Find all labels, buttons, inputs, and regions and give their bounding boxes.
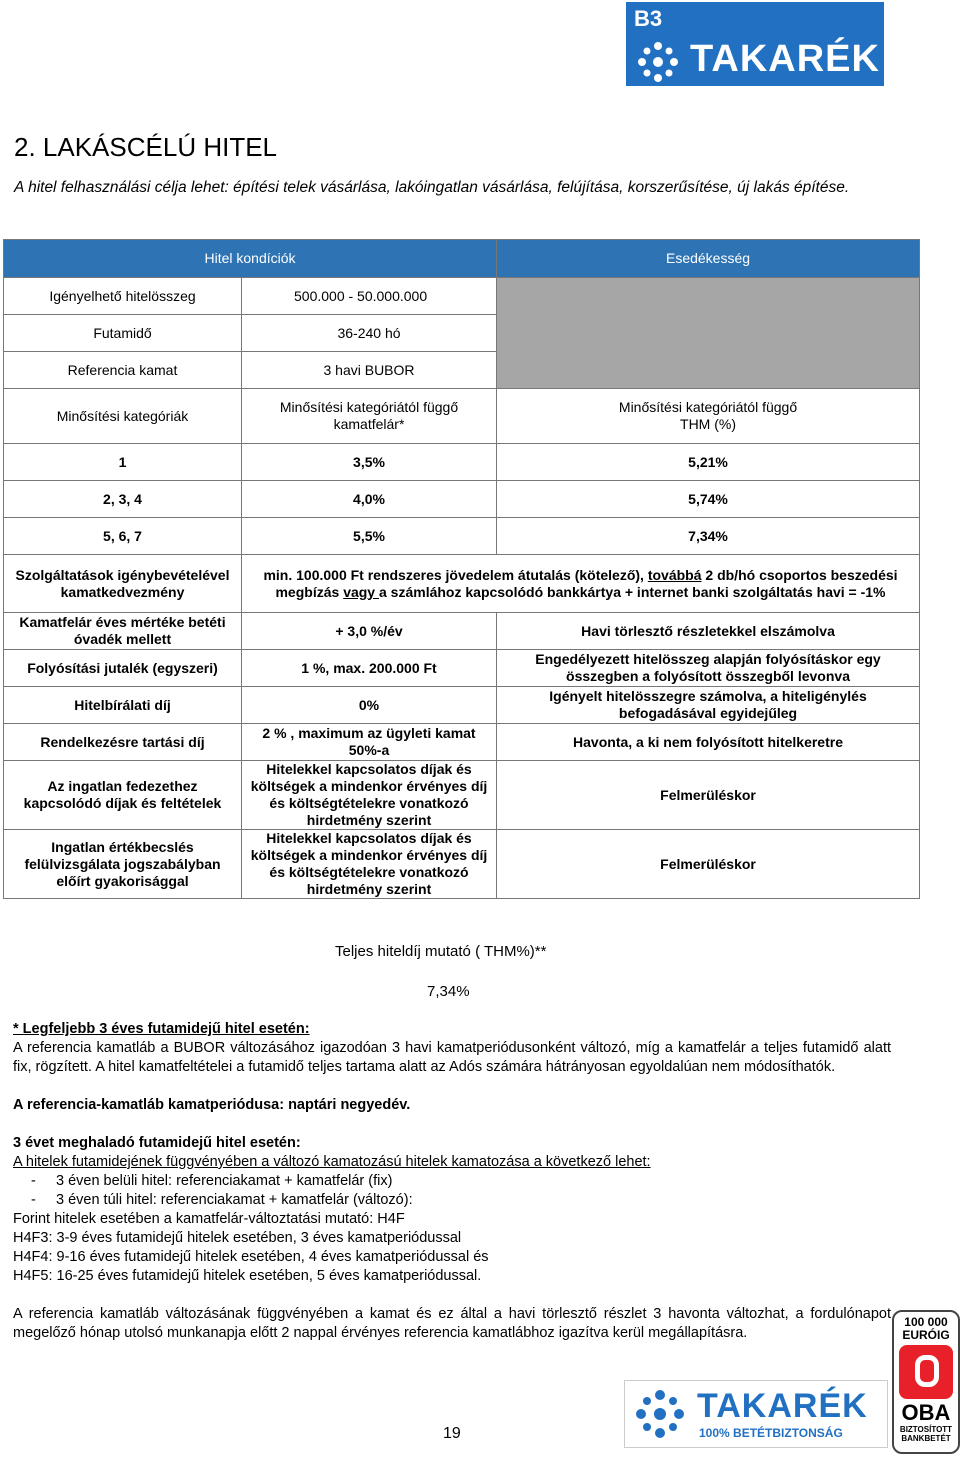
page-number: 19 (443, 1425, 461, 1442)
table-header-row (4, 240, 920, 278)
category-label: 5, 6, 7 (4, 518, 242, 555)
rating-thm-line2: THM (%) (680, 416, 737, 432)
collateral-fee-label: Az ingatlan fedezethez kapcsolódó díjak és feltételek (4, 761, 242, 830)
amount-value: 500.000 - 50.000.000 (242, 278, 497, 315)
rating-spread-line1: Minősítési kategóriától függő (279, 399, 459, 415)
valuation-fee-label: Ingatlan értékbecslés felülvizsgálata jogszabályban előírt gyakorisággal (4, 830, 242, 899)
category-rate: 3,5% (242, 444, 497, 481)
term-label: Futamidő (4, 315, 242, 352)
thm-title: Teljes hiteldíj mutató ( THM%)** (335, 943, 547, 960)
loan-conditions-table (3, 239, 920, 899)
collateral-fee-value: Hitelekkel kapcsolatos díjak és költségek a mindenkor érvényes díj és költségtételekre vonatkozó hirdetmény szerint (242, 761, 497, 830)
note1-body: A referencia kamatláb a BUBOR változásához igazodóan 3 havi kamatperiódusonként változó, míg a kamatfelár a teljes futamidő alatt fix, rögzített. A hitel kamatfeltételei a futamidő teljes tartama alatt az Adós számára hátrányosan egyoldalúan nem módosíthatók. (13, 1040, 891, 1075)
note3-sub: A hitelek futamidejének függvényében a változó kamatozású hitelek kamatozása a következő lehet: (13, 1154, 651, 1170)
note1-heading: * Legfeljebb 3 éves futamidejű hitel esetén: (13, 1021, 310, 1037)
logo-bottom-name: TAKARÉK (697, 1387, 868, 1425)
discount-text-2: továbbá (647, 566, 702, 583)
category-label: 1 (4, 444, 242, 481)
gray-cell (497, 278, 920, 389)
disbursement-fee-value: 1 %, max. 200.000 Ft (242, 650, 497, 687)
category-label: 2, 3, 4 (4, 481, 242, 518)
note3-line4: H4F3: 3-9 éves futamidejű hitelek esetében, 3 éves kamatperiódussal (13, 1230, 462, 1246)
note3-item2: - 3 éven túli hitel: referenciakamat + kamatfelár (változó): (31, 1192, 413, 1208)
note3-heading: 3 évet meghaladó futamidejű hitel esetén: (13, 1135, 301, 1151)
table-row (4, 650, 920, 687)
section-title: 2. LAKÁSCÉLÚ HITEL (14, 132, 277, 162)
table-row (4, 278, 920, 315)
table-row (4, 444, 920, 481)
note3-line5: H4F4: 9-16 éves futamidejű hitelek esetében, 4 éves kamatperiódussal és (13, 1249, 489, 1265)
availability-fee-value: 2 % , maximum az ügyleti kamat 50%-a (242, 724, 497, 761)
oba-lock-icon (899, 1345, 953, 1399)
discount-text-4: vagy (343, 583, 379, 600)
table-row (4, 555, 920, 613)
reference-rate-value: 3 havi BUBOR (242, 352, 497, 389)
rating-spread-header (242, 389, 497, 444)
rating-thm-header (497, 389, 920, 444)
deposit-spread-label: Kamatfelár éves mértéke betéti óvadék mellett (4, 613, 242, 650)
dots-logo-icon (635, 1389, 685, 1439)
category-thm: 5,74% (497, 481, 920, 518)
reference-rate-label: Referencia kamat (4, 352, 242, 389)
category-rate: 5,5% (242, 518, 497, 555)
rating-spread-line2: kamatfelár* (333, 416, 405, 432)
takarek-logo-bottom (624, 1380, 888, 1448)
table-row (4, 830, 920, 899)
discount-conditions (242, 555, 920, 613)
deposit-spread-value: + 3,0 %/év (242, 613, 497, 650)
table-row (4, 761, 920, 830)
disbursement-fee-due: Engedélyezett hitelösszeg alapján folyósításkor egy összegben a folyósított összegből levonva (497, 650, 920, 687)
rating-thm-line1: Minősítési kategóriától függő (618, 399, 798, 415)
oba-sub2: BANKBETÉT (901, 1434, 951, 1443)
availability-fee-label: Rendelkezésre tartási díj (4, 724, 242, 761)
rating-categories-label: Minősítési kategóriák (4, 389, 242, 444)
valuation-fee-value: Hitelekkel kapcsolatos díjak és költségek a mindenkor érvényes díj és költségtételekre vonatkozó hirdetmény szerint (242, 830, 497, 899)
term-value: 36-240 hó (242, 315, 497, 352)
footnotes (13, 1020, 891, 1343)
note4: A referencia kamatláb változásának függvényében a kamat és ez által a havi törlesztő részlet 3 havonta változhat, a fordulónapot megelőző hónap utolsó munkanapja előtt 2 nappal érvényes referencia kamatlábhoz igazítva kerül megállapításra. (13, 1306, 891, 1341)
availability-fee-due: Havonta, a ki nem folyósított hitelkeretre (497, 724, 920, 761)
table-row (4, 518, 920, 555)
discount-text-5: a számlához kapcsolódó bankkártya + internet banki szolgáltatás havi = -1% (379, 583, 886, 600)
discount-text-1: min. 100.000 Ft rendszeres jövedelem átutalás (kötelező), (263, 566, 648, 583)
note3-item1: - 3 éven belüli hitel: referenciakamat + kamatfelár (fix) (31, 1173, 393, 1189)
assessment-fee-label: Hitelbírálati díj (4, 687, 242, 724)
amount-label: Igényelhető hitelösszeg (4, 278, 242, 315)
table-row (4, 613, 920, 650)
discount-label: Szolgáltatások igénybevételével kamatkedvezmény (4, 555, 242, 613)
oba-currency: EURÓIG (902, 1328, 950, 1342)
table-row (4, 724, 920, 761)
intro-text: A hitel felhasználási célja lehet: építési telek vásárlása, lakóingatlan vásárlása, felújítása, korszerűsítése, új lakás építése. (14, 179, 850, 196)
logo-takarek-text: TAKARÉK (690, 38, 880, 80)
collateral-fee-due: Felmerüléskor (497, 761, 920, 830)
note2: A referencia-kamatláb kamatperiódusa: naptári negyedév. (13, 1097, 411, 1113)
disbursement-fee-label: Folyósítási jutalék (egyszeri) (4, 650, 242, 687)
oba-title: OBA (901, 1400, 951, 1425)
oba-badge (892, 1310, 960, 1454)
assessment-fee-value: 0% (242, 687, 497, 724)
logo-b3-text: B3 (634, 6, 663, 31)
header-due: Esedékesség (497, 240, 920, 278)
category-thm: 5,21% (497, 444, 920, 481)
table-row (4, 687, 920, 724)
category-rate: 4,0% (242, 481, 497, 518)
discount-text-3: 2 db/hó csoportos beszedési megbízás (275, 566, 898, 600)
table-row (4, 481, 920, 518)
assessment-fee-due: Igényelt hitelösszegre számolva, a hiteligénylés befogadásával egyidejűleg (497, 687, 920, 724)
table-row (4, 389, 920, 444)
deposit-spread-due: Havi törlesztő részletekkel elszámolva (497, 613, 920, 650)
oba-sub1: BIZTOSÍTOTT (899, 1425, 953, 1434)
takarek-logo-top (626, 2, 884, 86)
thm-value: 7,34% (427, 983, 470, 1000)
logo-bottom-sub: 100% BETÉTBIZTONSÁG (699, 1426, 843, 1440)
dots-logo-icon (636, 40, 680, 84)
valuation-fee-due: Felmerüléskor (497, 830, 920, 899)
header-conditions: Hitel kondíciók (4, 240, 497, 278)
note3-line6: H4F5: 16-25 éves futamidejű hitelek esetében, 5 éves kamatperiódussal. (13, 1268, 482, 1284)
note3-line3: Forint hitelek esetében a kamatfelár-változtatási mutató: H4F (13, 1211, 405, 1227)
category-thm: 7,34% (497, 518, 920, 555)
oba-amount: 100 000 (904, 1315, 948, 1329)
